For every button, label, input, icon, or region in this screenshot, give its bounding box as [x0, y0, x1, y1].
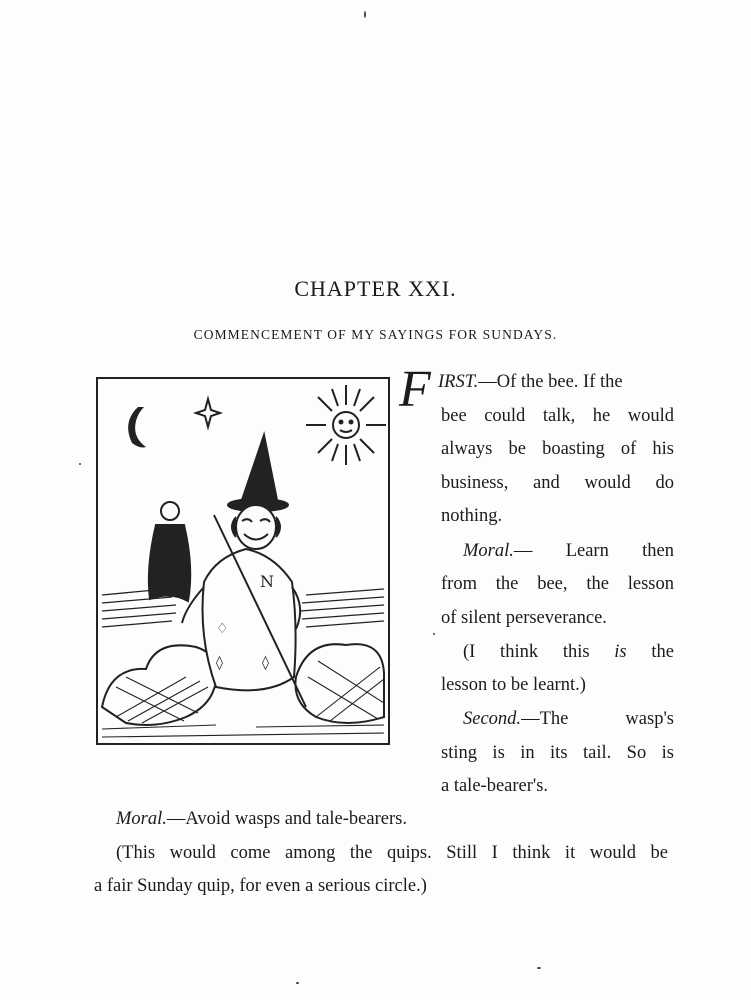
svg-text:◊: ◊ [262, 655, 269, 671]
text-line: from the bee, the lesson [441, 574, 674, 594]
text-line: of silent perseverance. [441, 608, 607, 628]
text-line: IRST.—Of the bee. If the [438, 372, 623, 392]
text-line: sting is in its tail. So is [441, 743, 674, 763]
text-line: a fair Sunday quip, for even a serious circle.) [94, 876, 427, 896]
text-line: Moral.— Learn then [463, 541, 674, 561]
text-line: Second.—The wasp's [463, 709, 674, 729]
ink-speck [364, 11, 366, 18]
text-line: nothing. [441, 506, 503, 526]
ink-speck [433, 633, 435, 635]
chapter-subtitle: COMMENCEMENT OF MY SAYINGS FOR SUNDAYS. [193, 327, 558, 342]
text-line: bee could talk, he would [441, 406, 674, 426]
text-line: (I think this is the [463, 642, 674, 662]
drop-cap: F [399, 361, 431, 418]
svg-text:N: N [260, 572, 274, 591]
text-line: a tale-bearer's. [441, 776, 549, 796]
text-line: lesson to be learnt.) [441, 675, 586, 695]
wizard-illustration [96, 377, 390, 745]
svg-text:◊: ◊ [216, 655, 223, 671]
svg-text:♢: ♢ [216, 621, 229, 637]
chapter-title: CHAPTER XXI. [294, 276, 457, 301]
ink-speck [537, 967, 541, 969]
ink-speck [79, 463, 81, 465]
ink-speck [296, 982, 299, 984]
text-line: always be boasting of his [441, 439, 674, 459]
text-line: Moral.—Avoid wasps and tale-bearers. [116, 809, 407, 829]
text-line: (This would come among the quips. Still I think it would be [116, 843, 668, 863]
text-line: business, and would do [441, 473, 674, 493]
